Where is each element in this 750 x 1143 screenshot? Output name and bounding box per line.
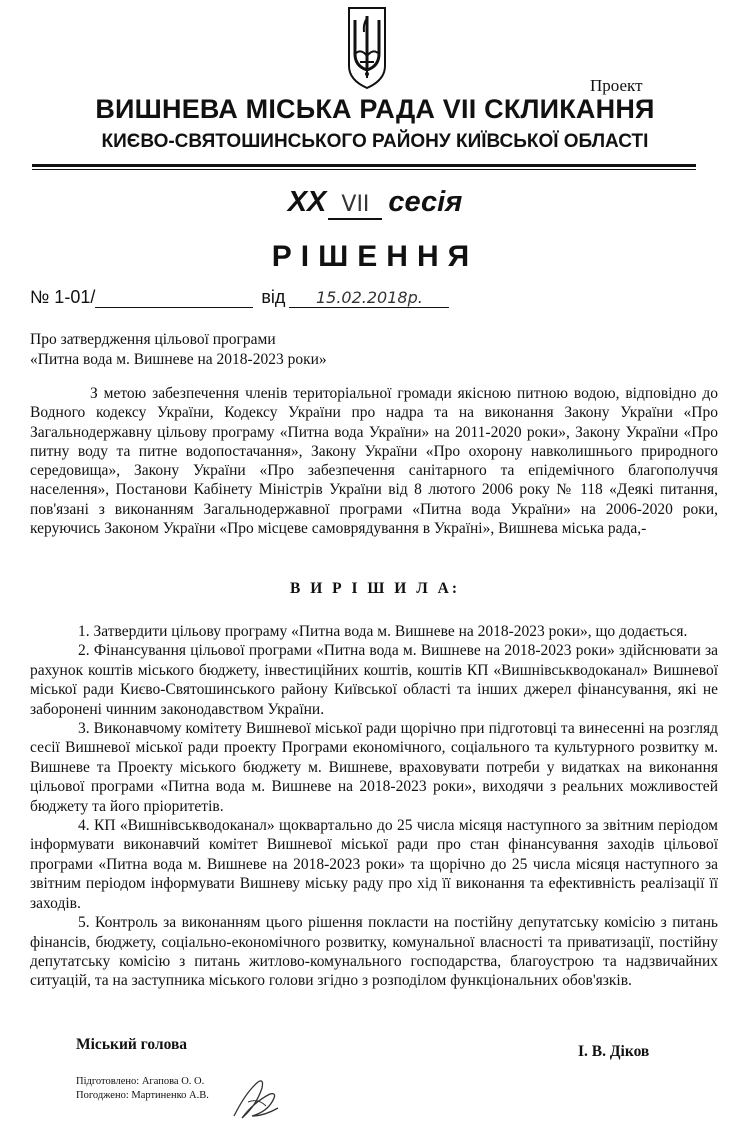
decision-subject (30, 330, 550, 370)
council-title: ВИШНЕВА МІСЬКА РАДА VII СКЛИКАННЯ (95, 94, 655, 124)
session-line (0, 186, 750, 220)
session-number-handwritten: VII (328, 192, 382, 220)
mayor-name: І. В. Діков (578, 1043, 650, 1060)
project-label: Проект (590, 76, 643, 95)
decision-number-prefix: № 1-01/ (30, 287, 96, 307)
subject-line-2: «Питна вода м. Вишневе на 2018-2023 роки» (30, 351, 327, 368)
mayor-title: Міський голова (76, 1036, 188, 1053)
preamble-paragraph: З метою забезпечення членів територіальної громади якісною питною водою, відповідно до Водного кодексу України, Кодексу України про надра та на виконання Закону України «Про Загальнодержавну цільову програму «Питна вода України» на 2011-2020 роки», Закону України «Про питну воду та питне водопостачання», Закону України «Про охорону навколишнього природного середовища», Закону України «Про забезпечення санітарного та епідемічного благополуччя населення», Постанови Кабінету Міністрів України від 8 лютого 2006 року № 118 «Деякі питання, пов'язані з виконанням Загальнодержавної програми «Питна вода України» на 2006-2020 роки, керуючись Законом України «Про місцеве самоврядування в Україні», Вишнева міська рада,- (30, 385, 718, 538)
decision-item-2: 2. Фінансування цільової програми «Питна вода м. Вишневе на 2018-2023 роки» здійснювати за рахунок коштів міського бюджету, інвестиційних коштів, коштів КП «Вишнівськводоканал» Вишневої міської ради Києво-Святошинського району Київської області та інших джерел фінансування, які не заборонені чинним законодавством України. (30, 642, 718, 718)
resolved-heading: В И Р І Ш И Л А: (289, 580, 460, 597)
preamble (30, 384, 718, 538)
handwritten-signature-icon (228, 1072, 284, 1128)
date-prefix: від (261, 287, 286, 307)
decision-number-blank (95, 289, 253, 308)
decision-item-5: 5. Контроль за виконанням цього рішення покласти на постійну депутатську комісію з питань фінансів, бюджету, соціально-економічного розвитку, комунальної власності та приватизації, постійну депутатську комісію з питань житлово-комунального господарства, благоустрою та надзвичайних ситуацій, та на заступника міського голови згідно з розподілом функціональних обов'язків. (30, 914, 718, 990)
trident-coat-of-arms-icon (346, 4, 388, 90)
decision-item-1: 1. Затвердити цільову програму «Питна вода м. Вишневе на 2018-2023 роки», що додається. (78, 623, 688, 640)
agreed-by: Погоджено: Мартиненко А.В. (76, 1090, 209, 1101)
decision-number-line (30, 287, 470, 308)
header-divider-thin (32, 169, 696, 170)
session-suffix: сесія (388, 186, 463, 218)
prepared-by: Підготовлено: Агапова О. О. (76, 1076, 205, 1087)
decision-item-4: 4. КП «Вишнівськводоканал» щоквартально до 25 числа місяця наступного за звітним періодом інформувати виконавчий комітет Вишневої міської ради про стан фінансування заходів цільової програми «Питна вода м. Вишневе на 2018-2023 роки» та щорічно до 25 числа місяця наступного за звітним періодом інформувати Вишневу міську раду про хід її виконання та ефективність реалізації її заходів. (30, 817, 718, 912)
decision-date-handwritten: 15.02.2018р. (289, 288, 449, 308)
subject-line-1: Про затвердження цільової програми (30, 331, 276, 348)
decision-title: РІШЕННЯ (271, 240, 479, 273)
decision-item-3: 3. Виконавчому комітету Вишневої міської ради щорічно при підготовці та винесенні на розгляд сесії Вишневої міської ради проекту Програми економічного, соціального та культурного розвитку м. Вишневе та Проекту міського бюджету м. Вишневе, враховувати потреби у видатках на виконання цільової програми «Питна вода м. Вишневе на 2018-2023 роки», виходячи з реальних можливостей бюджету та його пріоритетів. (30, 720, 718, 815)
session-prefix: XX (287, 186, 327, 218)
header-divider (32, 164, 696, 167)
council-subtitle: КИЄВО-СВЯТОШИНСЬКОГО РАЙОНУ КИЇВСЬКОЇ ОБЛАСТІ (101, 131, 649, 152)
decision-items (30, 622, 718, 991)
